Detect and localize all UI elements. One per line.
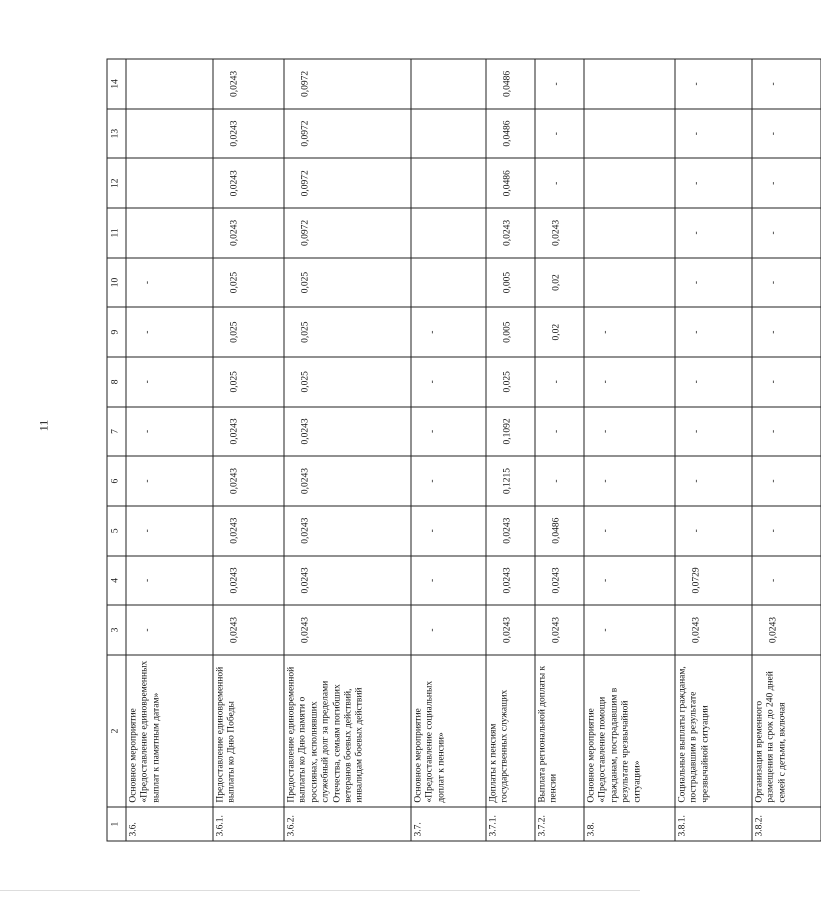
header-cell: 3 xyxy=(107,605,126,655)
value-cell: - xyxy=(752,59,821,109)
row-name: Социальные выплаты гражданам, пострадавшим в результате чрезвычайной ситуации xyxy=(675,655,752,807)
value-cell: - xyxy=(675,357,752,407)
value-cell: - xyxy=(584,456,675,506)
value-cell: 0,0243 xyxy=(486,556,535,606)
value-cell: 0,0243 xyxy=(284,556,411,606)
value-cell: 0,0243 xyxy=(284,407,411,457)
value-cell xyxy=(584,258,675,308)
value-cell: 0,1215 xyxy=(486,456,535,506)
value-cell xyxy=(126,208,213,258)
value-cell: - xyxy=(584,556,675,606)
value-cell: 0,0243 xyxy=(486,605,535,655)
value-cell: 0,0243 xyxy=(213,506,284,556)
value-cell: - xyxy=(752,109,821,159)
value-cell: - xyxy=(752,307,821,357)
value-cell: - xyxy=(675,109,752,159)
value-cell: 0,0972 xyxy=(284,59,411,109)
value-cell: - xyxy=(675,307,752,357)
value-cell: - xyxy=(535,158,584,208)
value-cell: 0,0243 xyxy=(535,208,584,258)
value-cell xyxy=(584,208,675,258)
value-cell xyxy=(126,158,213,208)
value-cell: 0,0243 xyxy=(486,506,535,556)
value-cell: 0,0486 xyxy=(486,158,535,208)
value-cell: 0,0243 xyxy=(284,456,411,506)
value-cell: - xyxy=(752,158,821,208)
header-row xyxy=(107,59,126,841)
value-cell: - xyxy=(752,407,821,457)
value-cell: - xyxy=(126,506,213,556)
value-cell: 0,0243 xyxy=(213,407,284,457)
value-cell: - xyxy=(126,357,213,407)
scan-edge-divider xyxy=(0,890,640,891)
table-row xyxy=(535,59,584,841)
header-cell: 6 xyxy=(107,456,126,506)
value-cell: 0,025 xyxy=(213,258,284,308)
value-cell: 0,005 xyxy=(486,307,535,357)
row-number: 3.8.2. xyxy=(752,807,821,841)
value-cell: 0,1092 xyxy=(486,407,535,457)
row-number: 3.8. xyxy=(584,807,675,841)
value-cell: - xyxy=(752,506,821,556)
row-name: Доплаты к пенсиям государственных служащих xyxy=(486,655,535,807)
value-cell: 0,025 xyxy=(213,307,284,357)
value-cell: - xyxy=(126,407,213,457)
value-cell: - xyxy=(535,109,584,159)
page-number: 11 xyxy=(36,419,51,432)
header-cell: 8 xyxy=(107,357,126,407)
value-cell: 0,0729 xyxy=(675,556,752,606)
row-number: 3.7.2. xyxy=(535,807,584,841)
value-cell: 0,0243 xyxy=(213,605,284,655)
value-cell xyxy=(584,109,675,159)
row-number: 3.6.1. xyxy=(213,807,284,841)
value-cell: 0,0243 xyxy=(535,556,584,606)
value-cell: 0,0243 xyxy=(213,158,284,208)
value-cell: - xyxy=(584,506,675,556)
value-cell: - xyxy=(126,605,213,655)
value-cell: - xyxy=(411,506,486,556)
value-cell: - xyxy=(411,456,486,506)
value-cell: 0,0486 xyxy=(486,59,535,109)
value-cell: 0,005 xyxy=(486,258,535,308)
value-cell: 0,0243 xyxy=(213,109,284,159)
value-cell: 0,02 xyxy=(535,258,584,308)
value-cell xyxy=(126,109,213,159)
value-cell: - xyxy=(126,556,213,606)
row-number: 3.8.1. xyxy=(675,807,752,841)
value-cell: 0,025 xyxy=(486,357,535,407)
value-cell: - xyxy=(126,307,213,357)
value-cell: - xyxy=(535,407,584,457)
row-number: 3.7. xyxy=(411,807,486,841)
value-cell xyxy=(411,258,486,308)
table-row xyxy=(675,59,752,841)
indicator-table-container xyxy=(106,59,787,842)
value-cell: - xyxy=(675,407,752,457)
header-cell: 7 xyxy=(107,407,126,457)
value-cell: 0,0972 xyxy=(284,109,411,159)
value-cell: - xyxy=(126,456,213,506)
header-cell: 1 xyxy=(107,807,126,841)
value-cell xyxy=(126,59,213,109)
value-cell xyxy=(584,59,675,109)
value-cell: 0,0243 xyxy=(213,208,284,258)
value-cell: - xyxy=(752,357,821,407)
value-cell: 0,0243 xyxy=(213,556,284,606)
indicator-table xyxy=(106,59,821,842)
value-cell: 0,0243 xyxy=(284,605,411,655)
header-cell: 5 xyxy=(107,506,126,556)
value-cell: - xyxy=(584,357,675,407)
value-cell: 0,025 xyxy=(284,307,411,357)
table-row xyxy=(213,59,284,841)
value-cell: 0,025 xyxy=(213,357,284,407)
table-row xyxy=(752,59,821,841)
value-cell: - xyxy=(535,59,584,109)
value-cell: - xyxy=(752,208,821,258)
value-cell: - xyxy=(675,59,752,109)
row-name: Выплата региональной доплаты к пенсии xyxy=(535,655,584,807)
header-cell: 11 xyxy=(107,208,126,258)
value-cell: - xyxy=(584,407,675,457)
value-cell: 0,025 xyxy=(284,357,411,407)
header-cell: 4 xyxy=(107,556,126,606)
value-cell: 0,0243 xyxy=(213,456,284,506)
table-row xyxy=(584,59,675,841)
table-row xyxy=(411,59,486,841)
value-cell: - xyxy=(584,307,675,357)
value-cell: - xyxy=(675,506,752,556)
value-cell: - xyxy=(584,605,675,655)
value-cell: 0,0243 xyxy=(675,605,752,655)
header-cell: 2 xyxy=(107,655,126,807)
value-cell xyxy=(411,158,486,208)
row-number: 3.6. xyxy=(126,807,213,841)
value-cell: - xyxy=(411,307,486,357)
row-name: Организация временного размещения на срок до 240 дней семей с детьми, включая xyxy=(752,655,821,807)
header-cell: 12 xyxy=(107,158,126,208)
value-cell: 0,0243 xyxy=(486,208,535,258)
value-cell: - xyxy=(675,208,752,258)
value-cell: 0,0243 xyxy=(213,59,284,109)
value-cell: - xyxy=(411,556,486,606)
header-cell: 10 xyxy=(107,258,126,308)
value-cell: - xyxy=(411,605,486,655)
value-cell: - xyxy=(675,158,752,208)
table-row xyxy=(284,59,411,841)
value-cell: - xyxy=(675,258,752,308)
value-cell: - xyxy=(752,456,821,506)
value-cell: 0,0972 xyxy=(284,208,411,258)
header-cell: 13 xyxy=(107,109,126,159)
value-cell: 0,0486 xyxy=(535,506,584,556)
header-cell: 14 xyxy=(107,59,126,109)
value-cell: 0,0243 xyxy=(752,605,821,655)
value-cell: - xyxy=(752,556,821,606)
row-name: Основное мероприятие «Предоставление социальных доплат к пенсии» xyxy=(411,655,486,807)
header-cell: 9 xyxy=(107,307,126,357)
value-cell: - xyxy=(126,258,213,308)
value-cell: - xyxy=(411,407,486,457)
row-name: Основное мероприятие «Предоставление единовременных выплат к памятным датам» xyxy=(126,655,213,807)
row-number: 3.6.2. xyxy=(284,807,411,841)
value-cell xyxy=(411,109,486,159)
value-cell: 0,0243 xyxy=(535,605,584,655)
value-cell: 0,0972 xyxy=(284,158,411,208)
table-row xyxy=(486,59,535,841)
value-cell: - xyxy=(675,456,752,506)
value-cell: 0,0486 xyxy=(486,109,535,159)
row-number: 3.7.1. xyxy=(486,807,535,841)
value-cell: - xyxy=(535,357,584,407)
value-cell: - xyxy=(752,258,821,308)
value-cell xyxy=(584,158,675,208)
value-cell: 0,02 xyxy=(535,307,584,357)
value-cell xyxy=(411,208,486,258)
row-name: Предоставление единовременной выплаты ко Дню памяти о россиянах, исполнявших служебный долг за пределами Отечества, семьям погибших ветеранов боевых действий, инвалидам боевых действий xyxy=(284,655,411,807)
value-cell: 0,025 xyxy=(284,258,411,308)
value-cell: - xyxy=(411,357,486,407)
value-cell xyxy=(411,59,486,109)
row-name: Основное мероприятие «Предоставление помощи гражданам, пострадавшим в результате чрезвычайной ситуации» xyxy=(584,655,675,807)
table-row xyxy=(126,59,213,841)
row-name: Предоставление единовременной выплаты ко Дню Победы xyxy=(213,655,284,807)
value-cell: - xyxy=(535,456,584,506)
value-cell: 0,0243 xyxy=(284,506,411,556)
